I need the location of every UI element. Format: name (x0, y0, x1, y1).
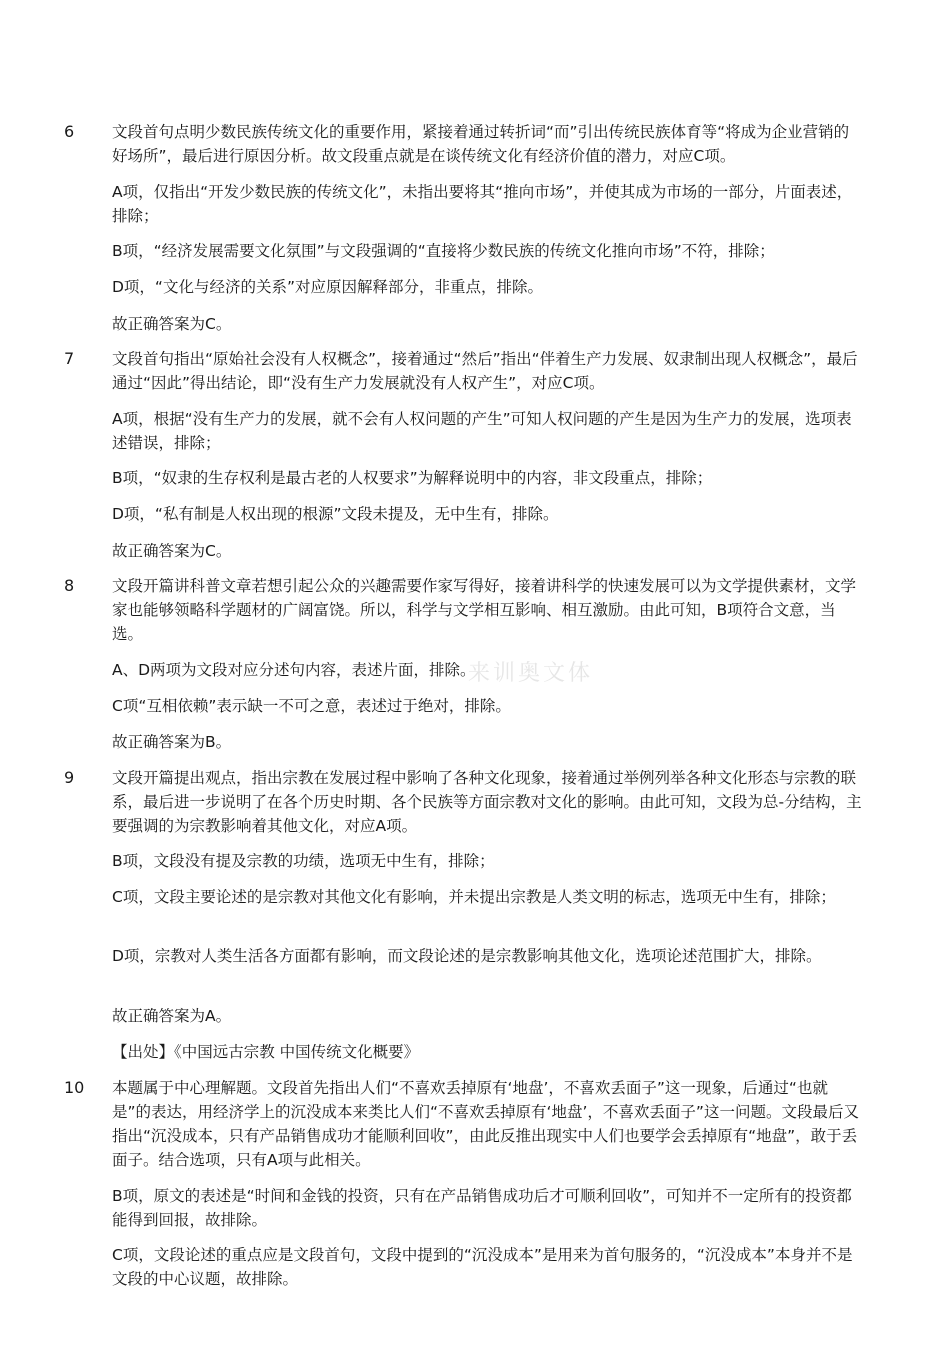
option-ad-paragraph: A、D两项为文段对应分述句内容，表述片面，排除。 (112, 661, 476, 679)
option-d-paragraph: D项，宗教对人类生活各方面都有影响，而文段论述的是宗教影响其他文化，选项论述范围扩大，排除。 (112, 947, 822, 965)
option-c-paragraph: C项，文段主要论述的是宗教对其他文化有影响，并未提出宗教是人类文明的标志，选项无中生有，排除； (112, 888, 836, 906)
question-number: 7 (64, 349, 75, 368)
watermark: 来训奥文体 (468, 661, 594, 686)
option-b-paragraph: B项，“经济发展需要文化氛围”与文段强调的“直接将少数民族的传统文化推向市场”不符，排除； (112, 242, 775, 260)
source-paragraph: 【出处】《中国远古宗教 中国传统文化概要》 (112, 1043, 420, 1061)
question-number: 10 (64, 1078, 85, 1097)
option-c-paragraph: C项“互相依赖”表示缺一不可之意，表述过于绝对，排除。 (112, 697, 511, 715)
analysis-paragraph: 文段开篇提出观点，指出宗教在发展过程中影响了各种文化现象，接着通过举例列举各种文化形态与宗教的联系，最后进一步说明了在各个历史时期、各个民族等方面宗教对文化的影响。由此可知，文段为总-分结构，主要强调的为宗教影响着其他文化，对应A项。 (112, 769, 862, 835)
option-d-paragraph: D项，“文化与经济的关系”对应原因解释部分，非重点，排除。 (112, 278, 543, 296)
option-c-paragraph: C项，文段论述的重点应是文段首句，文段中提到的“沉没成本”是用来为首句服务的，“沉没成本”本身并不是文段的中心议题，故排除。 (112, 1246, 853, 1288)
option-a-paragraph: A项，根据“没有生产力的发展，就不会有人权问题的产生”可知人权问题的产生是因为生产力的发展，选项表述错误，排除； (112, 410, 852, 452)
question-number: 9 (64, 768, 75, 787)
analysis-paragraph: 文段首句点明少数民族传统文化的重要作用，紧接着通过转折词“而”引出传统民族体育等“将成为企业营销的好场所”，最后进行原因分析。故文段重点就是在谈传统文化有经济价值的潜力，对应C项。 (112, 123, 850, 165)
question-number: 6 (64, 122, 75, 141)
answer-paragraph: 故正确答案为C。 (112, 315, 232, 333)
analysis-paragraph: 本题属于中心理解题。文段首先指出人们“不喜欢丢掉原有‘地盘’，不喜欢丢面子”这一现象，后通过“也就是”的表达，用经济学上的沉没成本来类比人们“不喜欢丢掉原有‘地盘’，不喜欢丢面子”这一问题。文段最后又指出“沉没成本，只有产品销售成功才能顺利回收”，由此反推出现实中人们也要学会丢掉原有“地盘”，敢于丢面子。结合选项，只有A项与此相关。 (112, 1079, 859, 1169)
question-number: 8 (64, 576, 75, 595)
option-d-paragraph: D项，“私有制是人权出现的根源”文段未提及，无中生有，排除。 (112, 505, 559, 523)
answer-paragraph: 故正确答案为C。 (112, 542, 232, 560)
option-a-paragraph: A项，仅指出“开发少数民族的传统文化”，未指出要将其“推向市场”，并使其成为市场的一部分，片面表述，排除； (112, 183, 853, 225)
analysis-paragraph: 文段开篇讲科普文章若想引起公众的兴趣需要作家写得好，接着讲科学的快速发展可以为文学提供素材，文学家也能够领略科学题材的广阔富饶。所以，科学与文学相互影响、相互激励。由此可知，B项符合文意，当选。 (112, 577, 857, 643)
option-b-paragraph: B项，文段没有提及宗教的功绩，选项无中生有，排除； (112, 852, 495, 870)
answer-paragraph: 故正确答案为A。 (112, 1007, 232, 1025)
option-b-paragraph: B项，“奴隶的生存权利是最古老的人权要求”为解释说明中的内容，非文段重点，排除； (112, 469, 713, 487)
analysis-paragraph: 文段首句指出“原始社会没有人权概念”，接着通过“然后”指出“伴着生产力发展、奴隶制出现人权概念”，最后通过“因此”得出结论，即“没有生产力发展就没有人权产生”，对应C项。 (112, 350, 858, 392)
option-b-paragraph: B项，原文的表述是“时间和金钱的投资，只有在产品销售成功后才可顺利回收”，可知并不一定所有的投资都能得到回报，故排除。 (112, 1187, 852, 1229)
answer-paragraph: 故正确答案为B。 (112, 733, 232, 751)
